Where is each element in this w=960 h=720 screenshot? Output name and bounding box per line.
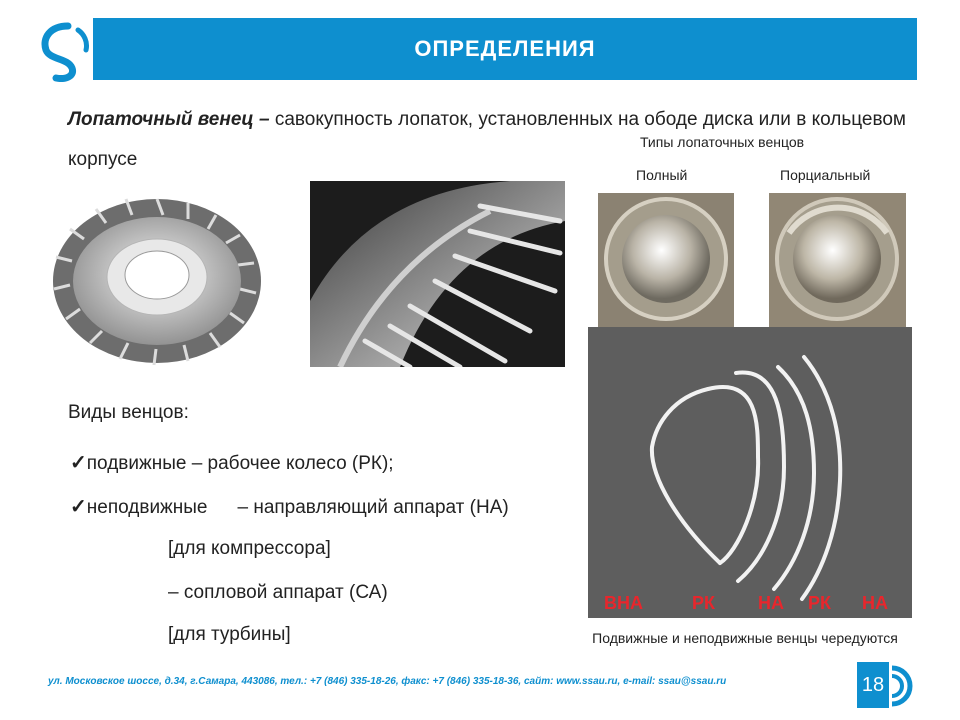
checkmark-icon: ✓ xyxy=(70,452,87,474)
footer-address: ул. Московское шоссе, д.34, г.Самара, 443086, тел.: +7 (846) 335-18-26, факс: +7 (846) 335-18-36, сайт: www.ssau.ru, e-mail: ssau@ssau.ru xyxy=(48,676,727,687)
kind-item-moving xyxy=(70,450,394,475)
stage-diagram xyxy=(588,327,912,618)
kind-item-fixed-text-a: неподвижные xyxy=(86,497,208,518)
diagram-label-rk-1: РК xyxy=(692,593,715,613)
blade-ring-closeup-photo xyxy=(310,181,565,367)
footer-logo-icon xyxy=(888,664,918,708)
page-title: ОПРЕДЕЛЕНИЯ xyxy=(93,18,917,80)
kinds-heading: Виды венцов: xyxy=(68,402,189,423)
diagram-label-na-1: НА xyxy=(758,593,784,613)
diagram-caption: Подвижные и неподвижные венцы чередуются xyxy=(592,630,898,646)
diagram-label-rk-2: РК xyxy=(808,593,831,613)
diagram-label-vna: ВНА xyxy=(604,593,643,613)
kind-item-fixed-text-b: – направляющий аппарат (НА) xyxy=(237,497,509,518)
diagram-background xyxy=(588,327,912,618)
definition-body: савокупность лопаток, установленных на ободе диска или в кольцевом корпусе xyxy=(68,109,906,170)
checkmark-icon: ✓ xyxy=(70,496,87,518)
type-partial-label: Порциальный xyxy=(780,167,871,183)
full-admission-photo xyxy=(598,193,734,328)
university-logo-icon xyxy=(38,20,90,82)
diagram-label-na-2: НА xyxy=(862,593,888,613)
kind-sub-compressor: [для компрессора] xyxy=(168,538,331,559)
type-full-label: Полный xyxy=(636,167,688,183)
kind-item-fixed xyxy=(70,494,509,519)
bladed-disc-photo xyxy=(48,185,266,370)
kind-sub-turbine: [для турбины] xyxy=(168,624,291,645)
partial-admission-photo xyxy=(769,193,906,328)
kind-item-moving-text: подвижные – рабочее колесо (РК); xyxy=(86,453,394,474)
definition-term: Лопаточный венец – xyxy=(68,109,270,130)
types-title: Типы лопаточных венцов xyxy=(640,134,805,150)
kind-sub-nozzle: – сопловой аппарат (СА) xyxy=(168,582,388,603)
page-number: 18 xyxy=(857,662,889,708)
